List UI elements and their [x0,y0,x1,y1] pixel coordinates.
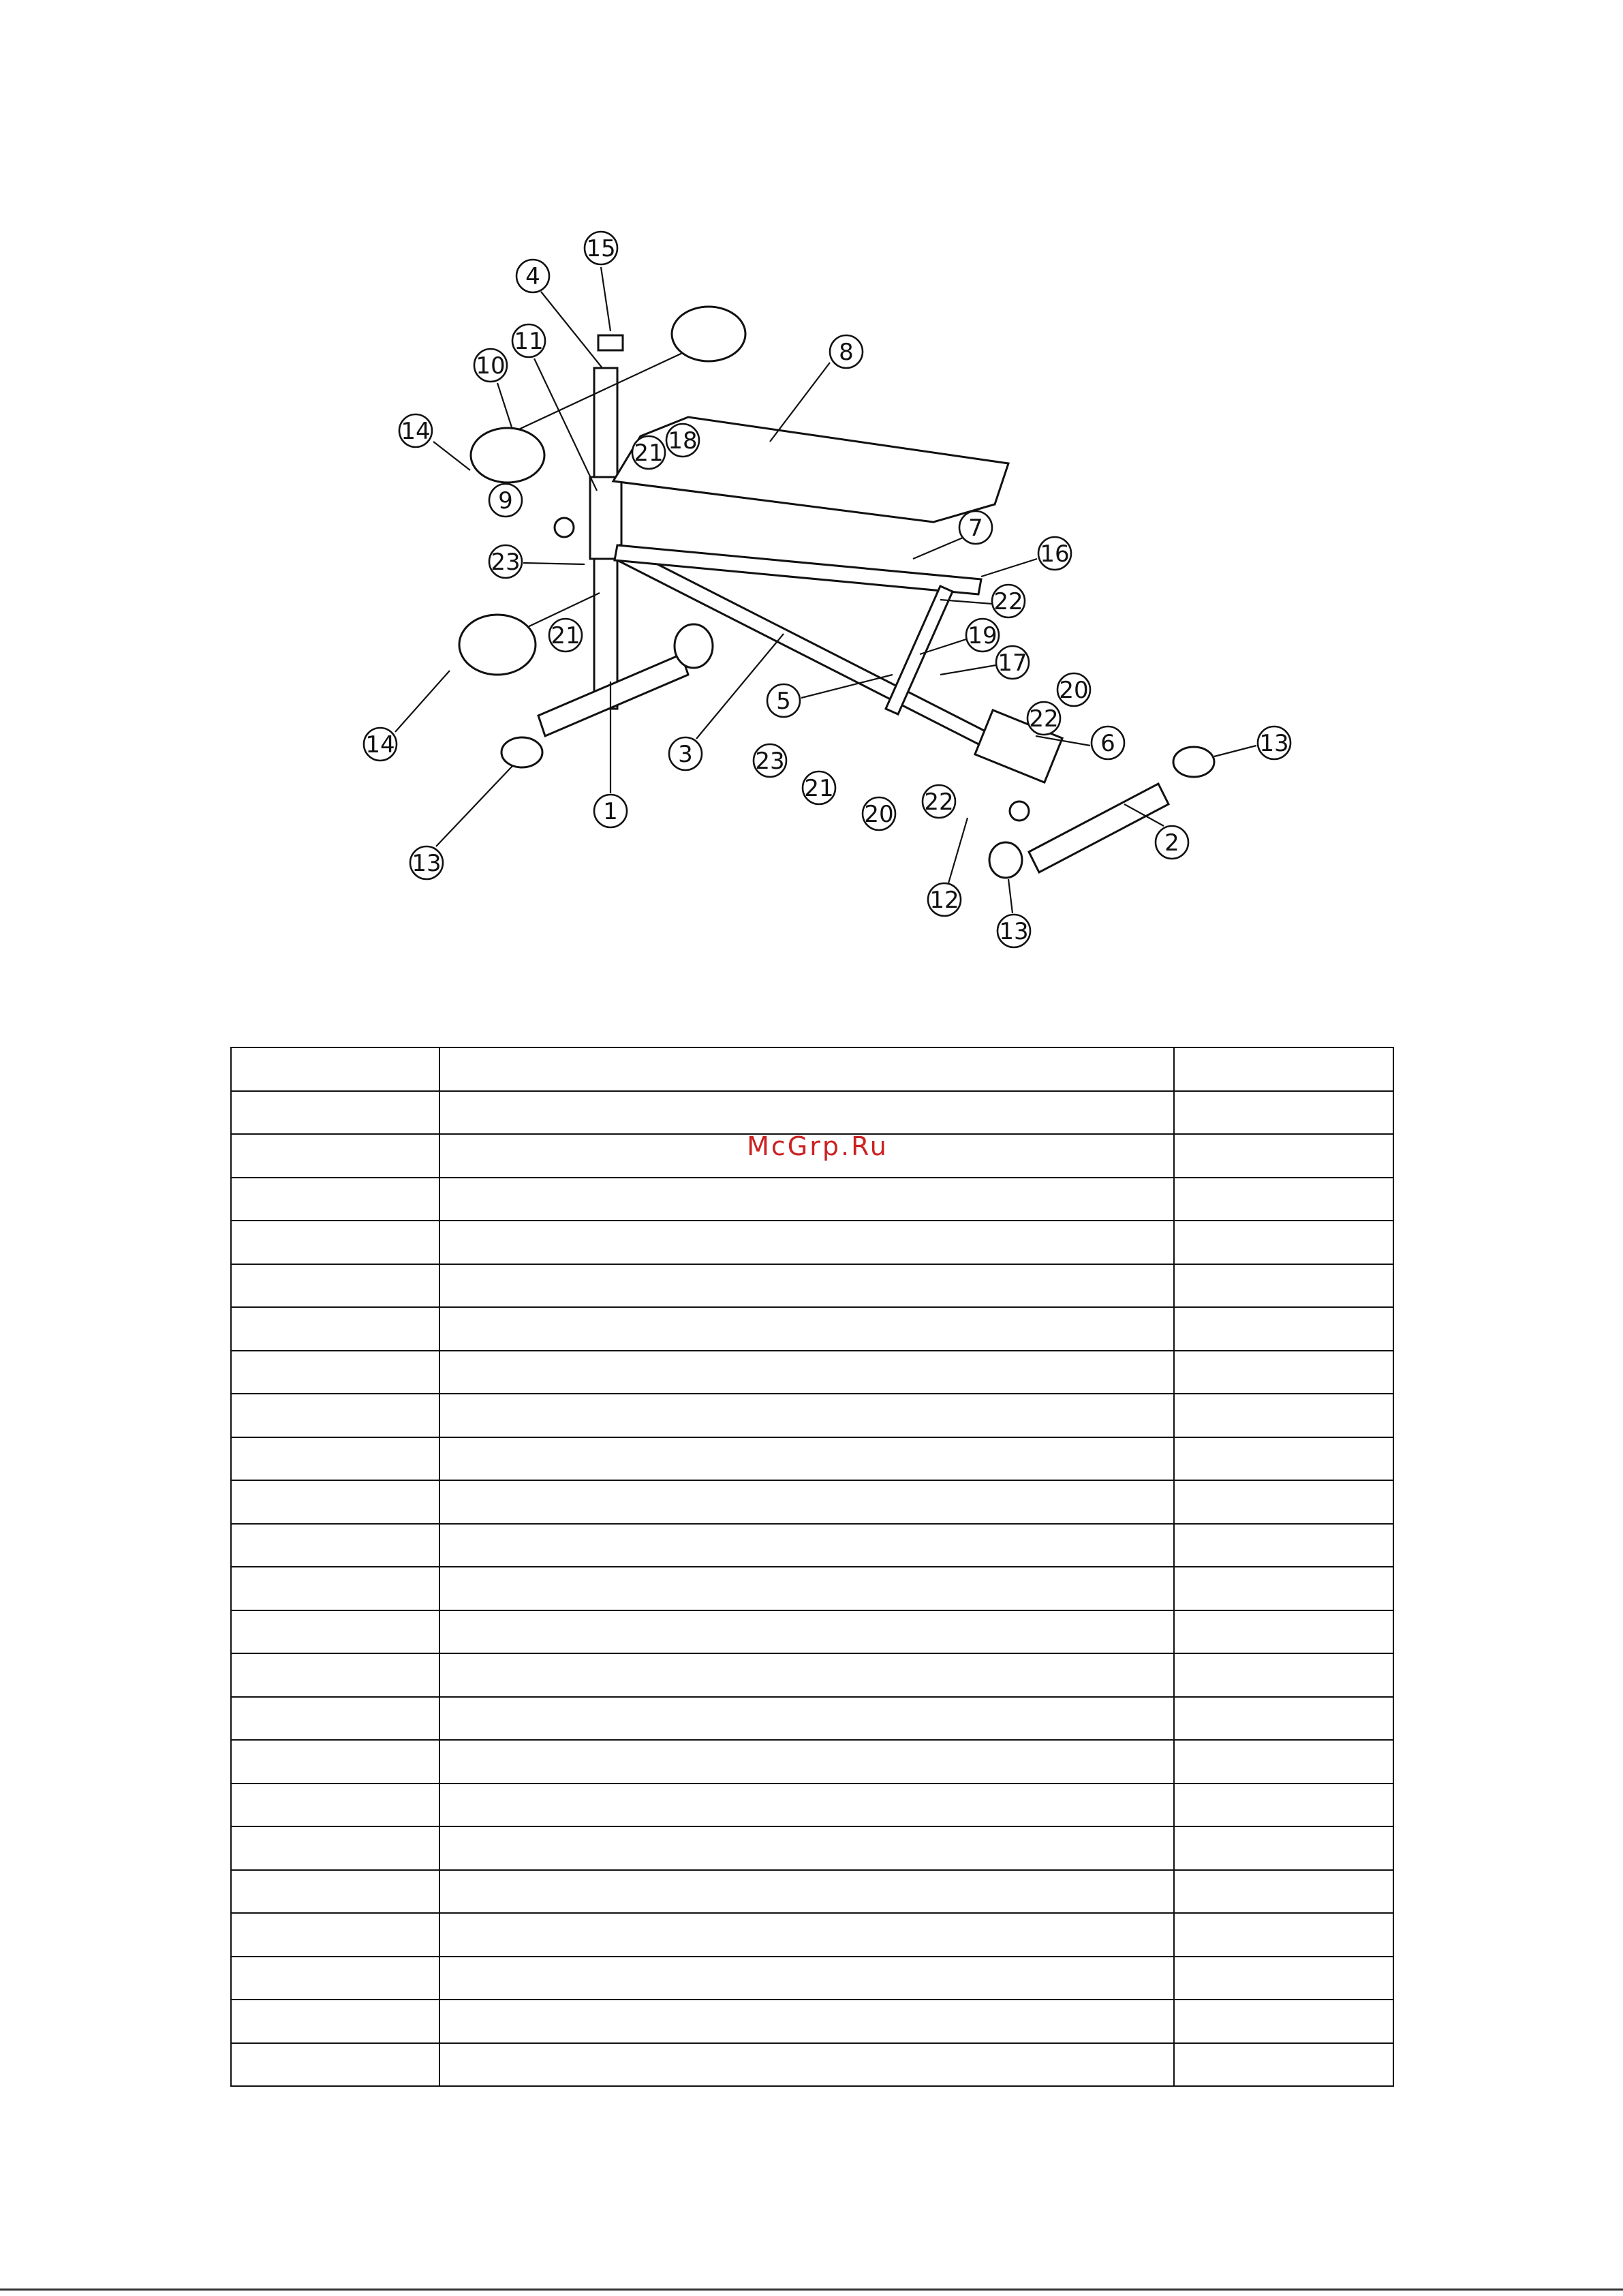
table-cell [1174,1178,1393,1221]
table-cell [231,1870,439,1914]
table-row [231,1178,1393,1221]
table-cell [1174,1697,1393,1741]
callout-9 [489,484,522,517]
table-cell [1174,1870,1393,1914]
table-cell [231,1264,439,1308]
table-cell [1174,1826,1393,1870]
callout-label: 16 [1040,540,1070,568]
adjust-knob [555,518,574,537]
table-row [231,1307,1393,1351]
table-row [231,1740,1393,1784]
callout-label: 14 [365,731,395,759]
table-row [231,1394,1393,1437]
table-cell [1174,1264,1393,1308]
table-row [231,1221,1393,1264]
callout-label: 12 [929,887,959,914]
callout-10 [474,349,507,382]
table-cell [439,2043,1174,2087]
table-row [231,1091,1393,1135]
table-cell [1174,1957,1393,2000]
table-cell [1174,1437,1393,1481]
table-cell [439,2000,1174,2043]
callout-5 [767,684,800,717]
table-cell [1174,1091,1393,1135]
table-cell [1174,1913,1393,1957]
callout-23 [489,545,522,578]
callout-label: 22 [993,588,1023,615]
table-cell [1174,1047,1393,1091]
callout-13 [410,846,443,879]
callout-22 [923,785,955,818]
table-cell [439,1480,1174,1524]
part-callouts [364,232,1290,947]
table-row [231,2000,1393,2043]
callout-12 [928,883,961,916]
callout-22 [992,585,1025,617]
callout-label: 17 [998,649,1027,677]
callout-20 [1057,673,1090,706]
callout-label: 18 [668,427,698,455]
callout-label: 20 [864,801,894,828]
table-row [231,1524,1393,1567]
table-row [231,1437,1393,1481]
table-cell [231,2043,439,2087]
callout-label: 8 [839,339,854,366]
table-cell [439,1870,1174,1914]
table-cell [231,1524,439,1567]
callout-label: 11 [514,328,544,355]
table-cell [1174,1221,1393,1264]
callout-14 [399,414,432,447]
callout-21 [549,619,582,652]
callout-label: 13 [999,918,1029,945]
callout-label: 21 [634,440,664,467]
table-cell [231,1913,439,1957]
callout-19 [966,619,999,652]
top-roller-pad-left [471,428,544,483]
parts-list-body [231,1047,1393,2086]
lower-roller-pad [459,615,536,675]
table-row [231,1957,1393,2000]
callout-16 [1038,537,1071,570]
table-cell [439,1264,1174,1308]
table-cell [231,1697,439,1741]
table-cell [439,1957,1174,2000]
table-cell [439,1913,1174,1957]
table-cell [1174,1480,1393,1524]
table-row [231,1826,1393,1870]
callout-20 [863,797,895,830]
callout-label: 13 [412,850,442,877]
table-cell [1174,1394,1393,1437]
table-cell [231,1957,439,2000]
table-cell [439,1653,1174,1697]
table-cell [231,1091,439,1135]
callout-4 [516,260,549,292]
callout-label: 10 [476,352,506,380]
table-cell [439,1567,1174,1610]
callout-label: 22 [924,789,954,816]
table-cell [439,1437,1174,1481]
table-cell [231,1610,439,1654]
callout-label: 19 [968,622,998,649]
table-cell [1174,1740,1393,1784]
callout-label: 14 [401,418,431,445]
table-cell [1174,2000,1393,2043]
table-cell [231,1394,439,1437]
table-row [231,1653,1393,1697]
rear-foot-tube [1029,784,1169,872]
table-cell [439,1178,1174,1221]
callout-label: 2 [1164,829,1179,857]
table-cell [439,1394,1174,1437]
callout-21 [632,436,665,469]
table-cell [439,1047,1174,1091]
table-cell [439,1697,1174,1741]
table-row [231,1264,1393,1308]
rear-foot-cap-right [1173,747,1214,777]
callout-7 [959,511,992,544]
table-cell [439,1221,1174,1264]
table-cell [231,1178,439,1221]
table-cell [231,1307,439,1351]
callout-label: 23 [755,748,785,775]
callout-11 [512,324,545,357]
callout-label: 6 [1100,730,1115,757]
table-cell [439,1524,1174,1567]
callout-3 [669,737,702,770]
callout-label: 5 [776,688,791,715]
callout-21 [803,771,835,804]
table-cell [231,1221,439,1264]
table-cell [1174,1784,1393,1827]
callout-label: 15 [586,235,616,262]
table-cell [1174,2043,1393,2087]
seat-support-leg [886,586,953,714]
table-cell [439,1826,1174,1870]
table-cell [1174,1134,1393,1178]
table-cell [231,1437,439,1481]
table-row [231,1480,1393,1524]
table-cell [1174,1567,1393,1610]
front-foot-end [675,624,713,668]
table-row [231,1697,1393,1741]
table-cell [231,1826,439,1870]
watermark: McGrp.Ru [747,1131,888,1161]
table-cell [439,1351,1174,1394]
table-cell [439,1784,1174,1827]
callout-label: 21 [551,622,581,649]
rear-adjust-knob [1010,801,1029,821]
table-row [231,1567,1393,1610]
callout-label: 1 [603,798,618,825]
callout-label: 20 [1059,677,1089,704]
table-cell [1174,1610,1393,1654]
callout-label: 4 [525,263,540,290]
table-cell [439,1610,1174,1654]
callout-1 [594,795,627,827]
callout-label: 23 [491,549,521,576]
parts-list-table [230,1047,1394,2087]
table-cell [1174,1524,1393,1567]
callout-22 [1027,702,1060,735]
callout-23 [754,744,786,777]
table-cell [231,1740,439,1784]
exploded-parts-diagram [0,0,1623,988]
callout-label: 9 [498,487,513,515]
callout-label: 13 [1259,730,1289,757]
table-cell [231,1351,439,1394]
table-row [231,1784,1393,1827]
callout-label: 3 [678,741,693,768]
callout-8 [830,335,863,368]
table-cell [439,1307,1174,1351]
table-row [231,1351,1393,1394]
table-cell [231,1784,439,1827]
table-cell [231,1047,439,1091]
callout-15 [585,232,617,264]
table-row [231,2043,1393,2087]
callout-13 [998,915,1030,947]
table-row [231,1913,1393,1957]
callout-14 [364,728,397,761]
table-cell [231,1653,439,1697]
table-cell [231,2000,439,2043]
callout-label: 21 [804,775,834,802]
page-bottom-rule [0,2289,1623,2291]
table-cell [1174,1653,1393,1697]
table-row [231,1610,1393,1654]
table-row [231,1047,1393,1091]
callout-2 [1156,826,1188,859]
table-cell [439,1740,1174,1784]
table-cell [1174,1307,1393,1351]
table-cell [231,1567,439,1610]
table-row [231,1870,1393,1914]
callout-6 [1092,726,1124,759]
callout-label: 7 [968,515,983,542]
bench-drawing [459,307,1214,878]
table-cell [231,1134,439,1178]
table-cell [231,1480,439,1524]
top-roller-pad-right [672,307,745,361]
callout-13 [1258,726,1290,759]
rear-foot-cap-left [989,842,1022,878]
callout-label: 22 [1029,705,1059,733]
table-cell [1174,1351,1393,1394]
callout-17 [996,646,1029,679]
callout-18 [666,424,699,457]
front-foot-cap [501,737,542,767]
post-top-cap [598,335,623,350]
table-cell [439,1091,1174,1135]
